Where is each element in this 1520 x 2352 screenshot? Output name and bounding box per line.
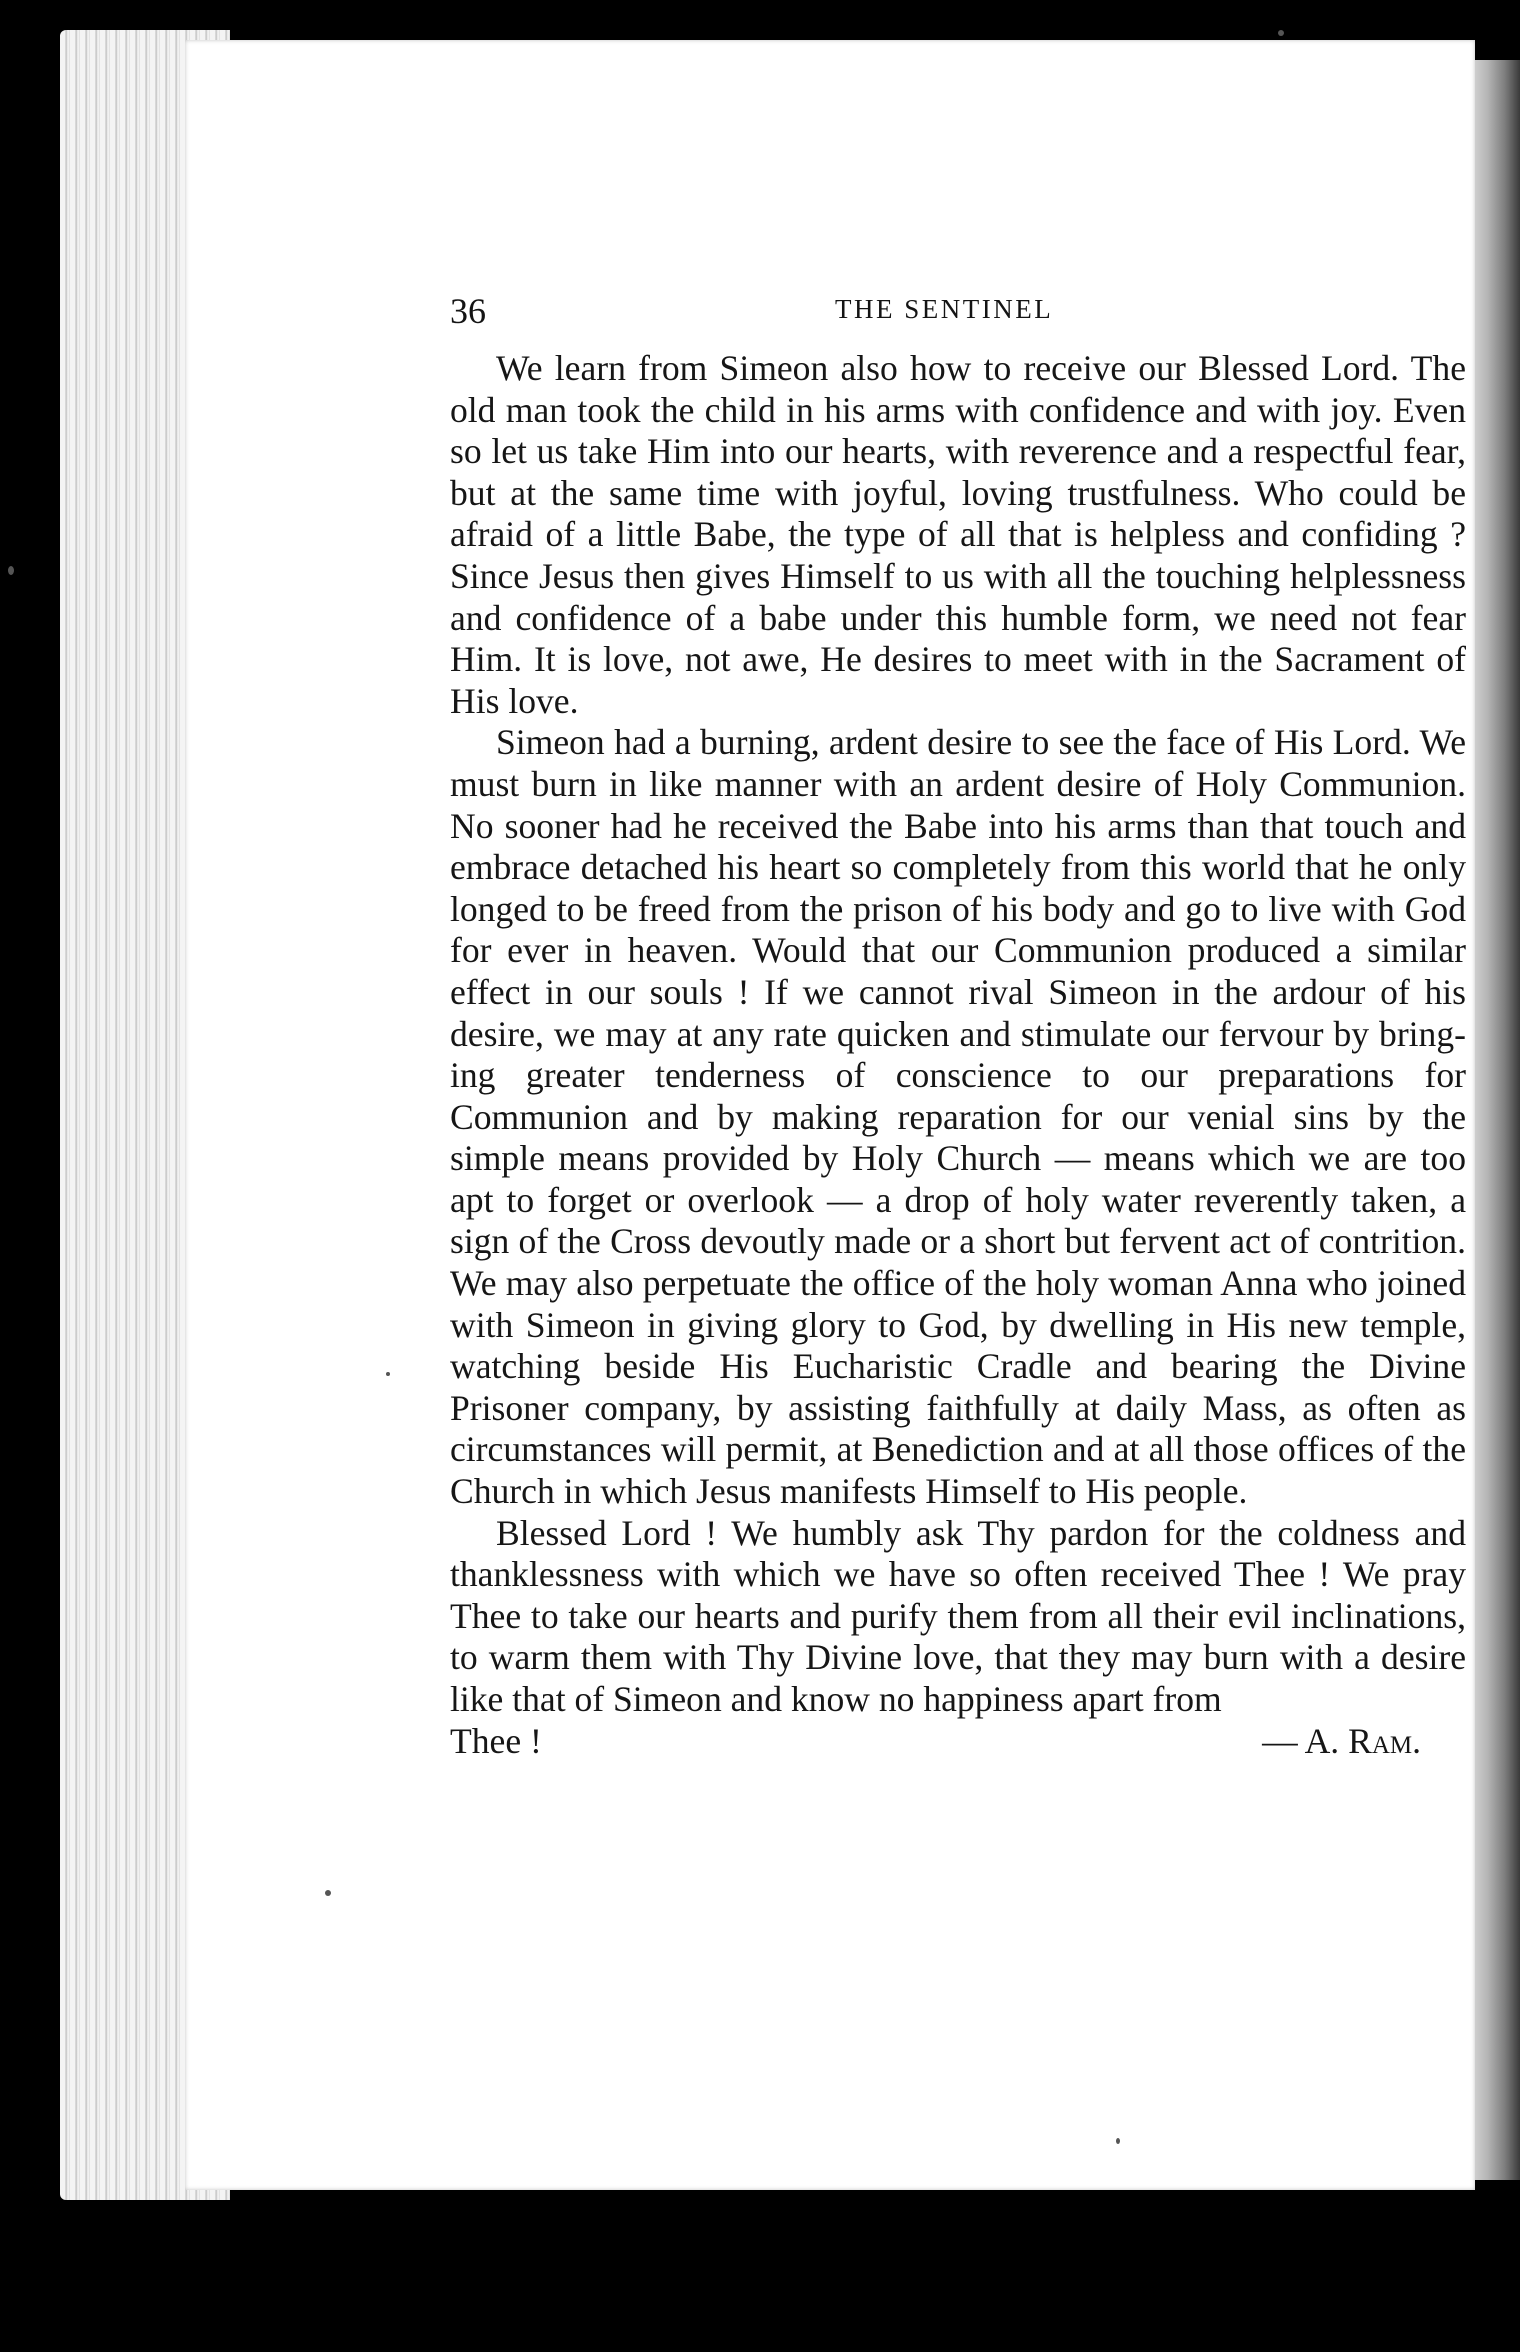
running-head [450, 290, 1450, 340]
running-title: THE SENTINEL [835, 294, 1054, 324]
dust-speck [1278, 30, 1284, 36]
signoff-line [450, 1721, 1466, 1763]
paragraph-3: Blessed Lord ! We humbly ask Thy pardon for the coldness and thanklessness with which we have so often received Thee ! We pray Thee to take our hearts and purify them from all their evil inclinations, to warm them with Thy Divine love, that they may burn with a desire like that of Simeon and know no happiness apart from [450, 1512, 1466, 1719]
dust-speck [8, 566, 14, 575]
article-body [450, 348, 1466, 1762]
dust-speck [1116, 2138, 1120, 2144]
closing-words: Thee ! [450, 1720, 542, 1761]
author-signature: — A. Ram. [1262, 1720, 1421, 1761]
dust-speck [325, 1890, 331, 1896]
paragraph-1: We learn from Simeon also how to receive our Blessed Lord. The old man took the child in his arms with confidence and with joy. Even so let us take Him into our hearts, with reverence and a respectful fear, but at the same time with joyful, loving trustfulness. Who could be afraid of a little Babe, the type of all that is helpless and confiding ? Since Jesus then gives Himself to us with all the touching helplessness and confidence of a babe under this humble form, we need not fear Him. It is love, not awe, He desires to meet with in the Sacrament of His love. [450, 348, 1466, 721]
page-number: 36 [450, 291, 486, 331]
book-spine [1470, 60, 1520, 2180]
paragraph-2: Simeon had a burning, ardent desire to see the face of His Lord. We must burn in like manner with an ardent desire of Holy Communion. No sooner had he received the Babe into his arms than that touch and embrace detached his heart so completely from this world that he only longed to be freed from the prison of his body and go to live with God for ever in heaven. Would that our Communion produced a similar effect in our souls ! If we cannot rival Simeon in the ardour of his desire, we may at any rate quicken and stimulate our fervour by bringing greater tenderness of conscience to our preparations for Communion and by making reparation for our venial sins by the simple means provided by Holy Church — means which we are too apt to forget or overlook — a drop of holy water reverently taken, a sign of the Cross devoutly made or a short but fervent act of contrition. We may also perpetuate the office of the holy woman Anna who joined with Simeon in giving glory to God, by dwelling in His new temple, watching beside His Eucharistic Cradle and bearing the Divine Prisoner company, by assisting faithfully at daily Mass, as often as circumstances will permit, at Benediction and at all those offices of the Church in which Jesus manifests Himself to His people. [450, 722, 1466, 1512]
dust-speck [386, 1372, 390, 1376]
